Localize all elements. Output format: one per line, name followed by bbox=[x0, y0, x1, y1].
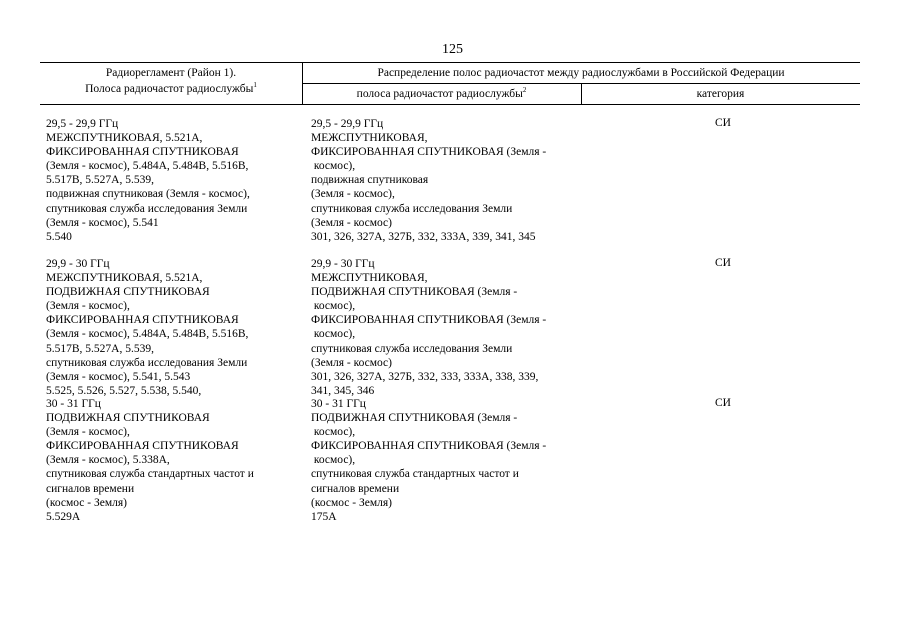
header-left bbox=[40, 65, 302, 97]
table-top-rule bbox=[40, 62, 860, 63]
row-3-rf-allocation: 30 - 31 ГГц ПОДВИЖНАЯ СПУТНИКОВАЯ (Земля - космос), ФИКСИРОВАННАЯ СПУТНИКОВАЯ (Земля - космос), спутниковая служба стандартных частот и сигналов времени (космос - Земля) 175А bbox=[311, 398, 547, 523]
row-1-radio-regulations: 29,5 - 29,9 ГГц МЕЖСПУТНИКОВАЯ, 5.521А, ФИКСИРОВАННАЯ СПУТНИКОВАЯ (Земля - космос), 5.484А, 5.484В, 5.516В, 5.517В, 5.527А, 5.539, подвижная спутниковая (Земля - космос), спутниковая служба исследования Земли (Земля - космос), 5.541 5.540 bbox=[46, 118, 250, 243]
row-1-category: СИ bbox=[715, 117, 731, 129]
header-sub-category: категория bbox=[696, 88, 745, 100]
page-number: 125 bbox=[442, 42, 463, 57]
row-3-category: СИ bbox=[715, 397, 731, 409]
row-2-radio-regulations: 29,9 - 30 ГГц МЕЖСПУТНИКОВАЯ, 5.521А, ПОДВИЖНАЯ СПУТНИКОВАЯ (Земля - космос), ФИКСИРОВАННАЯ СПУТНИКОВАЯ (Земля - космос), 5.484А, 5.484В, 5.516В, 5.517В, 5.527А, 5.539, спутниковая служба исследования Земли (Земля - космос), 5.541, 5.543 5.525, 5.526, 5.527, 5.538, 5.540, bbox=[46, 258, 249, 397]
header-left-line2: Полоса радиочастот радиослужбы$^1$ bbox=[85, 81, 257, 95]
header-bottom-rule bbox=[40, 104, 860, 105]
row-2-rf-allocation: 29,9 - 30 ГГц МЕЖСПУТНИКОВАЯ, ПОДВИЖНАЯ СПУТНИКОВАЯ (Земля - космос), ФИКСИРОВАННАЯ СПУТНИКОВАЯ (Земля - космос), спутниковая служба исследования Земли (Земля - космос) 301, 326, 327А, 327Б, 332, 333, 333А, 338, 339, 341, 345, 346 bbox=[311, 258, 547, 397]
row-3-radio-regulations: 30 - 31 ГГц ПОДВИЖНАЯ СПУТНИКОВАЯ (Земля - космос), ФИКСИРОВАННАЯ СПУТНИКОВАЯ (Земля - космос), 5.338А, спутниковая служба стандартных частот и сигналов времени (космос - Земля) 5.529А bbox=[46, 398, 254, 523]
footnote-1-marker: 1 bbox=[253, 81, 257, 90]
header-right-title: Распределение полос радиочастот между радиослужбами в Российской Федерации bbox=[377, 67, 785, 79]
header-left-line1: Радиорегламент (Район 1). bbox=[105, 67, 237, 79]
footnote-2-marker: 2 bbox=[522, 86, 527, 95]
header-sub-band: полоса радиочастот радиослужбы$^2$ bbox=[356, 86, 527, 100]
row-1-rf-allocation: 29,5 - 29,9 ГГц МЕЖСПУТНИКОВАЯ, ФИКСИРОВАННАЯ СПУТНИКОВАЯ (Земля - космос), подвижная спутниковая (Земля - космос), спутниковая служба исследования Земли (Земля - космос) 301, 326, 327А, 327Б, 332, 333А, 339, 341, 345 bbox=[311, 118, 547, 243]
row-2-category: СИ bbox=[715, 257, 731, 269]
